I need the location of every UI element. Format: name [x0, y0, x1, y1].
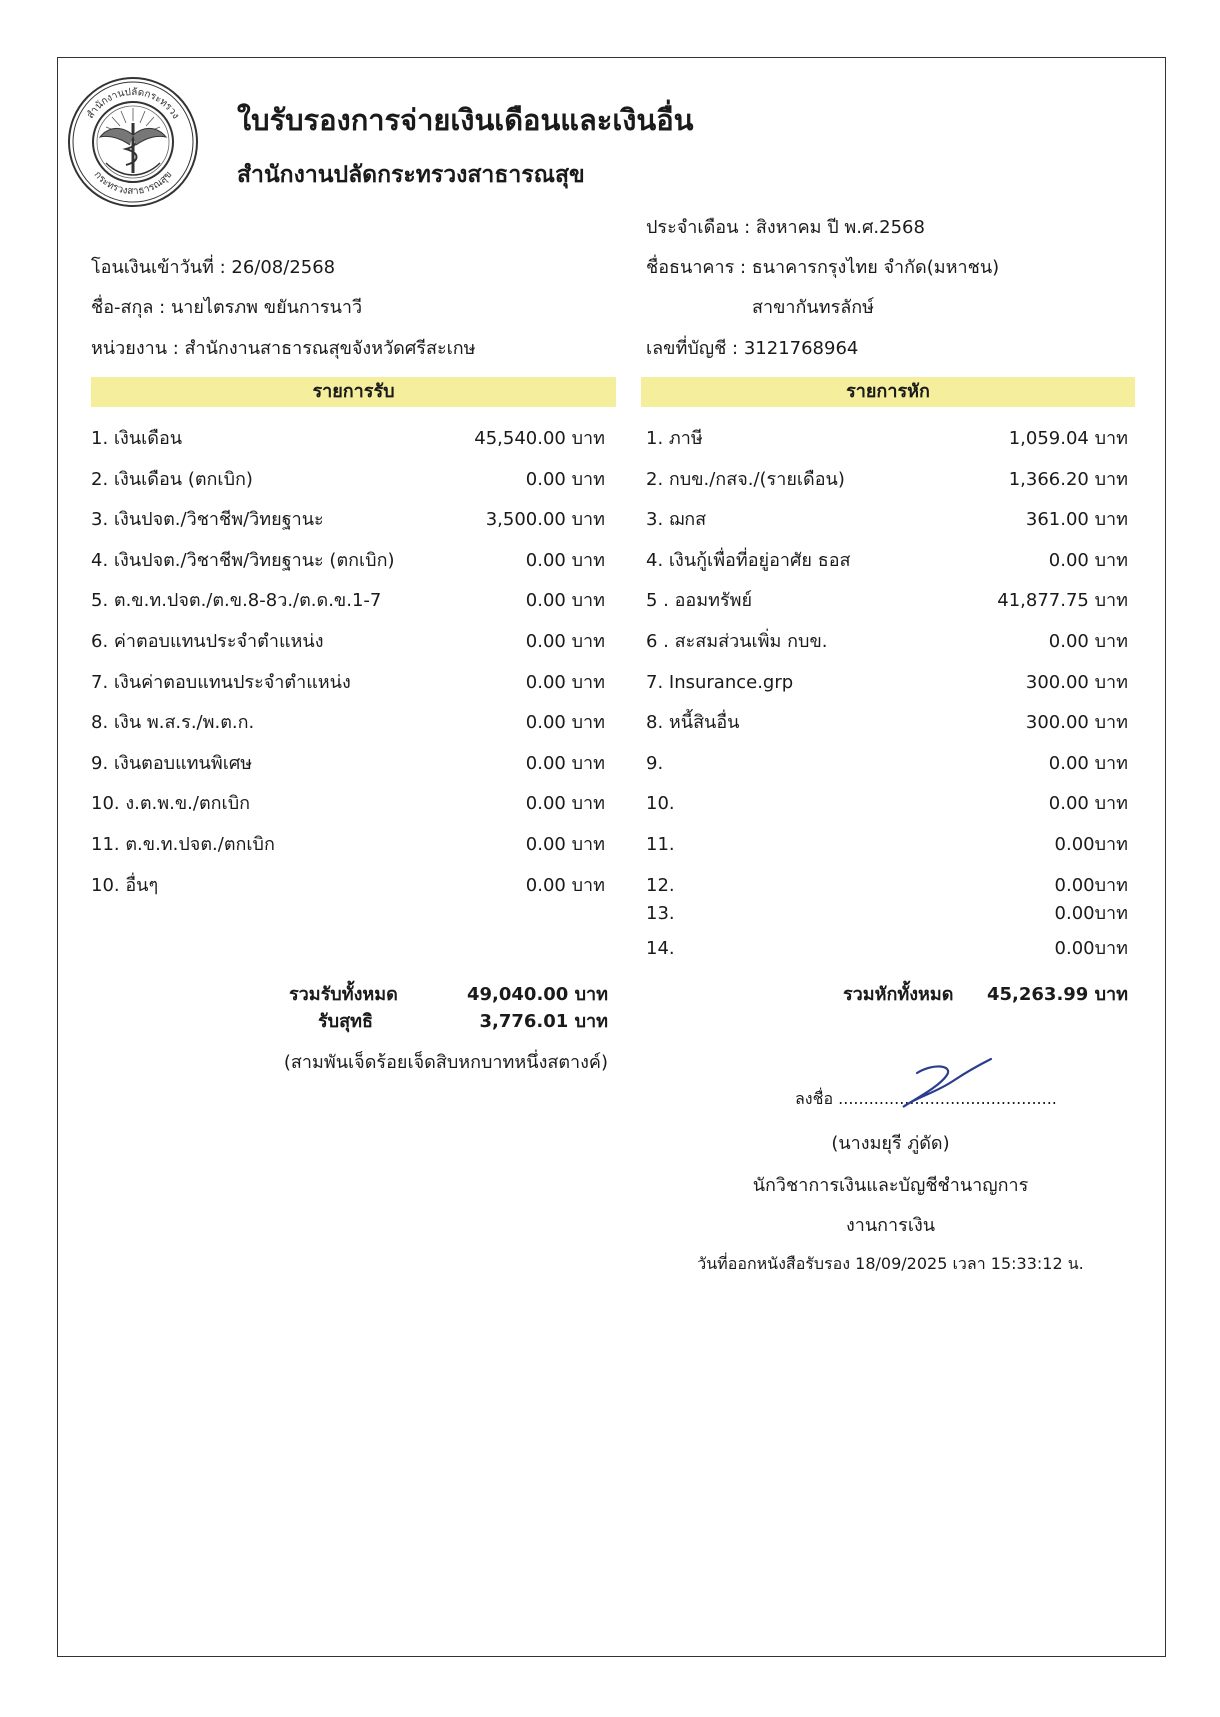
deduction-row [646, 934, 1128, 964]
deduction-item-amount: 0.00บาท [1054, 874, 1128, 896]
handwritten-signature [895, 1055, 995, 1115]
income-item-label: 4. เงินปจต./วิชาชีพ/วิทยฐานะ (ตกเบิก) [91, 549, 395, 571]
deduction-item-amount: 0.00บาท [1054, 938, 1128, 959]
deduction-item-amount: 0.00 บาท [1048, 549, 1128, 571]
deduction-item-label: 4. เงินกู้เพื่อที่อยู่อาศัย ธอส [646, 549, 851, 571]
deductions-total-label: รวมหักทั้งหมด [843, 984, 954, 1005]
deduction-row [646, 505, 1128, 535]
deductions-section-header: รายการหัก [641, 377, 1135, 407]
agency-label: หน่วยงาน : สำนักงานสาธารณสุขจังหวัดศรีสะเกษ [91, 338, 476, 359]
deduction-item-amount: 41,877.75 บาท [997, 590, 1128, 612]
income-item-amount: 0.00 บาท [525, 468, 605, 490]
income-item-amount: 0.00 บาท [525, 793, 605, 815]
deduction-item-amount: 0.00บาท [1054, 834, 1128, 855]
income-total-amount: 49,040.00 บาท [466, 984, 608, 1005]
signer-position: นักวิชาการเงินและบัญชีชำนาญการ [752, 1175, 1029, 1196]
income-row [91, 668, 605, 698]
income-item-label: 8. เงิน พ.ส.ร./พ.ต.ก. [91, 712, 255, 734]
deduction-item-label: 10. [646, 793, 675, 815]
deduction-item-label: 14. [646, 938, 675, 959]
income-item-label: 10. ง.ต.พ.ข./ตกเบิก [91, 793, 251, 815]
income-row [91, 586, 605, 616]
income-row [91, 830, 605, 860]
income-item-amount: 0.00 บาท [525, 590, 605, 612]
income-item-amount: 0.00 บาท [525, 712, 605, 734]
deduction-item-amount: 300.00 บาท [1025, 671, 1128, 693]
bank-name-label: ชื่อธนาคาร : ธนาคารกรุงไทย จำกัด(มหาชน) [646, 257, 1000, 278]
deduction-item-amount: 361.00 บาท [1025, 509, 1128, 531]
deduction-row [646, 749, 1128, 779]
deduction-item-amount: 0.00 บาท [1048, 793, 1128, 815]
deduction-item-label: 12. [646, 874, 675, 896]
net-income-amount: 3,776.01 บาท [479, 1011, 608, 1032]
income-total-label: รวมรับทั้งหมด [289, 984, 398, 1005]
deduction-item-label: 5 . ออมทรัพย์ [646, 590, 753, 612]
income-item-label: 9. เงินตอบแทนพิเศษ [91, 752, 253, 774]
deduction-item-label: 2. กบข./กสจ./(รายเดือน) [646, 468, 845, 490]
income-item-label: 6. ค่าตอบแทนประจำตำแหน่ง [91, 631, 324, 652]
income-row [91, 749, 605, 779]
bank-branch-label: สาขากันทรลักษ์ [752, 297, 875, 318]
income-section-header: รายการรับ [91, 377, 616, 407]
deduction-item-label: 7. Insurance.grp [646, 671, 794, 693]
signature-line: ลงชื่อ ........................................... [795, 1089, 1057, 1108]
ministry-seal-logo [66, 75, 200, 209]
deduction-row [646, 830, 1128, 860]
income-item-label: 1. เงินเดือน [91, 428, 183, 449]
deduction-item-label: 9. [646, 752, 664, 774]
document-title: ใบรับรองการจ่ายเงินเดือนและเงินอื่น [237, 103, 694, 137]
deduction-row [646, 546, 1128, 576]
deduction-item-label: 6 . สะสมส่วนเพิ่ม กบข. [646, 631, 828, 652]
income-row [91, 708, 605, 738]
deductions-total-amount: 45,263.99 บาท [986, 984, 1128, 1005]
deduction-item-label: 8. หนี้สินอื่น [646, 712, 740, 734]
income-item-label: 2. เงินเดือน (ตกเบิก) [91, 468, 253, 490]
deduction-row [646, 627, 1128, 657]
deduction-item-amount: 0.00บาท [1054, 903, 1128, 924]
signer-department: งานการเงิน [845, 1215, 936, 1236]
income-row [91, 546, 605, 576]
income-row [91, 627, 605, 657]
income-item-amount: 0.00 บาท [525, 874, 605, 896]
document-subtitle: สำนักงานปลัดกระทรวงสาธารณสุข [237, 162, 585, 188]
income-row [91, 424, 605, 454]
net-income-label: รับสุทธิ [318, 1011, 373, 1032]
svg-text:กระทรวงสาธารณสุข: กระทรวงสาธารณสุข [91, 169, 175, 198]
signer-name: (นางมยุรี ภู่ดัด) [831, 1133, 950, 1154]
income-row [91, 505, 605, 535]
deduction-row [646, 789, 1128, 819]
deduction-item-label: 11. [646, 834, 675, 855]
income-row [91, 465, 605, 495]
deduction-item-amount: 0.00 บาท [1048, 631, 1128, 652]
income-item-amount: 0.00 บาท [525, 752, 605, 774]
deduction-row [646, 668, 1128, 698]
net-income-in-words: (สามพันเจ็ดร้อยเจ็ดสิบหกบาทหนึ่งสตางค์) [283, 1052, 608, 1073]
period-label: ประจำเดือน : สิงหาคม ปี พ.ศ.2568 [646, 217, 925, 238]
deduction-item-label: 13. [646, 903, 675, 924]
income-item-label: 5. ต.ข.ท.ปจต./ต.ข.8-8ว./ต.ด.ข.1-7 [91, 590, 382, 612]
deduction-row [646, 465, 1128, 495]
deduction-item-amount: 1,059.04 บาท [1008, 428, 1128, 449]
income-item-label: 10. อื่นๆ [91, 874, 159, 896]
income-item-label: 3. เงินปจต./วิชาชีพ/วิทยฐานะ [91, 509, 324, 531]
account-number-label: เลขที่บัญชี : 3121768964 [646, 338, 859, 359]
deduction-item-label: 3. ฌกส [646, 509, 707, 531]
deduction-row [646, 708, 1128, 738]
svg-text:สำนักงานปลัดกระทรวง: สำนักงานปลัดกระทรวง [85, 86, 182, 121]
transfer-date-label: โอนเงินเข้าวันที่ : 26/08/2568 [91, 257, 336, 278]
deduction-item-amount: 0.00 บาท [1048, 752, 1128, 774]
income-item-amount: 0.00 บาท [525, 549, 605, 571]
deduction-row [646, 871, 1128, 901]
deduction-row [646, 424, 1128, 454]
income-item-label: 7. เงินค่าตอบแทนประจำตำแหน่ง [91, 671, 351, 693]
income-row [91, 871, 605, 901]
income-item-amount: 0.00 บาท [525, 671, 605, 693]
income-item-amount: 0.00 บาท [525, 631, 605, 652]
deduction-item-label: 1. ภาษี [646, 428, 703, 449]
income-item-amount: 0.00 บาท [525, 834, 605, 855]
income-item-amount: 45,540.00 บาท [474, 428, 605, 449]
deduction-item-amount: 1,366.20 บาท [1008, 468, 1128, 490]
deduction-row [646, 899, 1128, 929]
deduction-item-amount: 300.00 บาท [1025, 712, 1128, 734]
issue-datetime: วันที่ออกหนังสือรับรอง 18/09/2025 เวลา 15:33:12 น. [697, 1254, 1084, 1273]
employee-name-label: ชื่อ-สกุล : นายไตรภพ ขยันการนาวี [91, 297, 363, 318]
deduction-row [646, 586, 1128, 616]
income-item-label: 11. ต.ข.ท.ปจต./ตกเบิก [91, 834, 275, 855]
income-row [91, 789, 605, 819]
income-item-amount: 3,500.00 บาท [485, 509, 605, 531]
